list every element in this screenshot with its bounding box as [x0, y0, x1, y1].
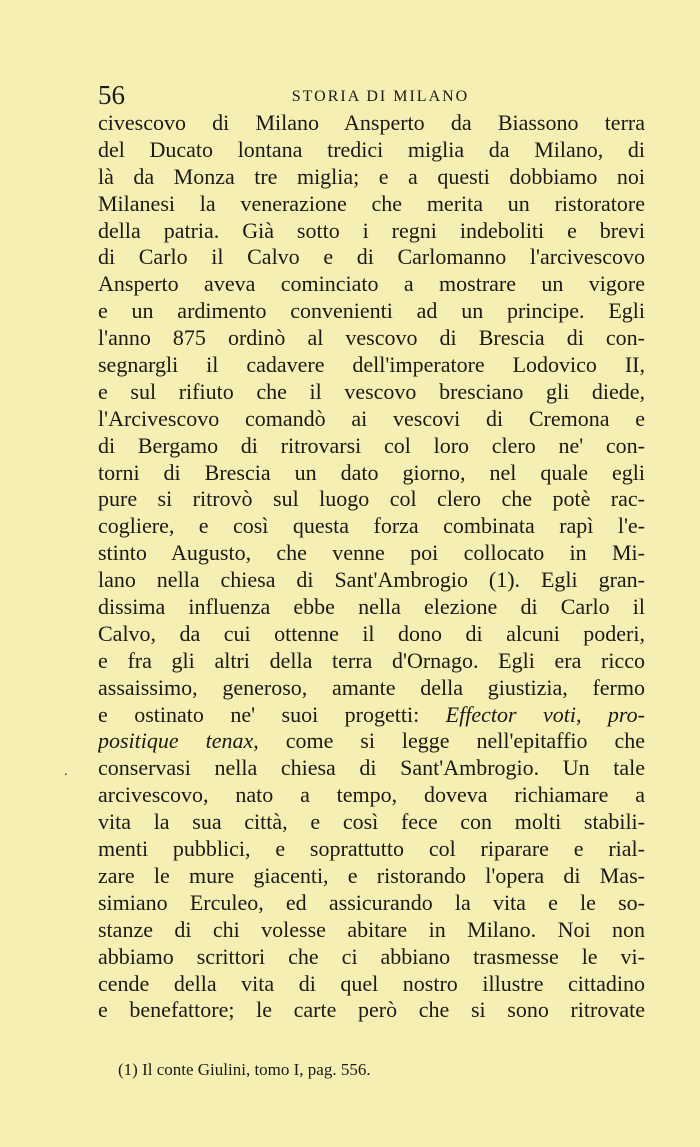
line-text: torni di Brescia un dato giorno, nel quale egli [98, 459, 645, 485]
line-text: l'anno 875 ordinò al vescovo di Brescia di con- [98, 325, 645, 351]
line-text: là da Monza tre miglia; e a questi dobbiamo noi [98, 163, 645, 189]
text-line [98, 836, 645, 863]
text-line [98, 971, 645, 998]
line-text: cende della vita di quel nostro illustre cittadino [98, 970, 645, 996]
text-line [98, 460, 645, 487]
text-line [98, 244, 645, 271]
body-text [98, 110, 645, 1024]
text-line [98, 702, 645, 729]
line-text: e un ardimento convenienti ad un principe. Egli [98, 298, 645, 324]
line-text: zare le mure giacenti, e ristorando l'opera di Mas- [98, 862, 645, 888]
text-line [98, 352, 645, 379]
text-line [98, 164, 645, 191]
text-line [98, 433, 645, 460]
line-text: Calvo, da cui ottenne il dono di alcuni poderi, [98, 620, 645, 646]
text-line [98, 594, 645, 621]
text-line [98, 890, 645, 917]
line-text: stanze di chi volesse abitare in Milano. Noi non [98, 916, 645, 942]
latin-quote: Effector voti, pro- [445, 701, 645, 727]
running-title: STORIA DI MILANO [291, 88, 470, 105]
line-text: cogliere, e così questa forza combinata rapì l'e- [98, 513, 645, 539]
line-text: conservasi nella chiesa di Sant'Ambrogio. Un tale [98, 755, 645, 781]
text-line [98, 298, 645, 325]
line-text: di Bergamo di ritrovarsi col loro clero ne' con- [98, 432, 645, 458]
line-text: e benefattore; le carte però che si sono ritrovate [98, 997, 645, 1023]
line-text: dissima influenza ebbe nella elezione di Carlo il [98, 594, 645, 620]
text-line [98, 863, 645, 890]
line-text: l'Arcivescovo comandò ai vescovi di Cremona e [98, 405, 645, 431]
text-line [98, 728, 645, 755]
text-line [98, 809, 645, 836]
line-text: lano nella chiesa di Sant'Ambrogio (1). Egli gran- [98, 567, 645, 593]
line-text: Milanesi la venerazione che merita un ristoratore [98, 190, 645, 216]
line-text: arcivescovo, nato a tempo, doveva richiamare a [98, 782, 645, 808]
text-line [98, 137, 645, 164]
margin-mark: . [64, 764, 68, 779]
text-line [98, 648, 645, 675]
text-line [98, 755, 645, 782]
page-header [98, 78, 643, 112]
footnote: (1) Il conte Giulini, tomo I, pag. 556. [118, 1060, 371, 1079]
latin-quote: positique tenax [98, 728, 254, 754]
line-text: abbiamo scrittori che ci abbiano trasmesse le vi- [98, 943, 645, 969]
line-text: assaissimo, generoso, amante della giustizia, fermo [98, 674, 645, 700]
page-number: 56 [98, 80, 125, 110]
text-line [98, 271, 645, 298]
text-line [98, 944, 645, 971]
line-text: e sul rifiuto che il vescovo bresciano gli diede, [98, 378, 645, 404]
text-line [98, 191, 645, 218]
text-line [98, 325, 645, 352]
line-text: vita la sua città, e così fece con molti stabili- [98, 809, 645, 835]
line-text: simiano Erculeo, ed assicurando la vita e le so- [98, 889, 645, 915]
text-line [98, 110, 645, 137]
text-line [98, 621, 645, 648]
line-text: del Ducato lontana tredici miglia da Milano, di [98, 136, 645, 162]
line-text: civescovo di Milano Ansperto da Biassono terra [98, 110, 645, 135]
line-text: pure si ritrovò sul luogo col clero che potè rac- [98, 486, 645, 512]
text-line [98, 540, 645, 567]
text-line [98, 486, 645, 513]
line-text: della patria. Già sotto i regni indeboliti e brevi [98, 217, 645, 243]
text-line [98, 997, 645, 1024]
text-line [98, 782, 645, 809]
text-line [98, 218, 645, 245]
line-text: di Carlo il Calvo e di Carlomanno l'arcivescovo [98, 244, 645, 270]
line-text: stinto Augusto, che venne poi collocato in Mi- [98, 540, 645, 566]
line-text: e fra gli altri della terra d'Ornago. Egli era ricco [98, 647, 645, 673]
text-line [98, 567, 645, 594]
text-line [98, 675, 645, 702]
line-text: menti pubblici, e soprattutto col riparare e rial- [98, 836, 645, 862]
line-text: Ansperto aveva cominciato a mostrare un vigore [98, 271, 645, 297]
line-text: e ostinato ne' suoi progetti: [98, 701, 446, 727]
text-line [98, 917, 645, 944]
text-line [98, 379, 645, 406]
line-text: , come si legge nell'epitaffio che [253, 728, 645, 754]
line-text: segnargli il cadavere dell'imperatore Lodovico II, [98, 352, 645, 378]
text-line [98, 406, 645, 433]
text-line [98, 513, 645, 540]
